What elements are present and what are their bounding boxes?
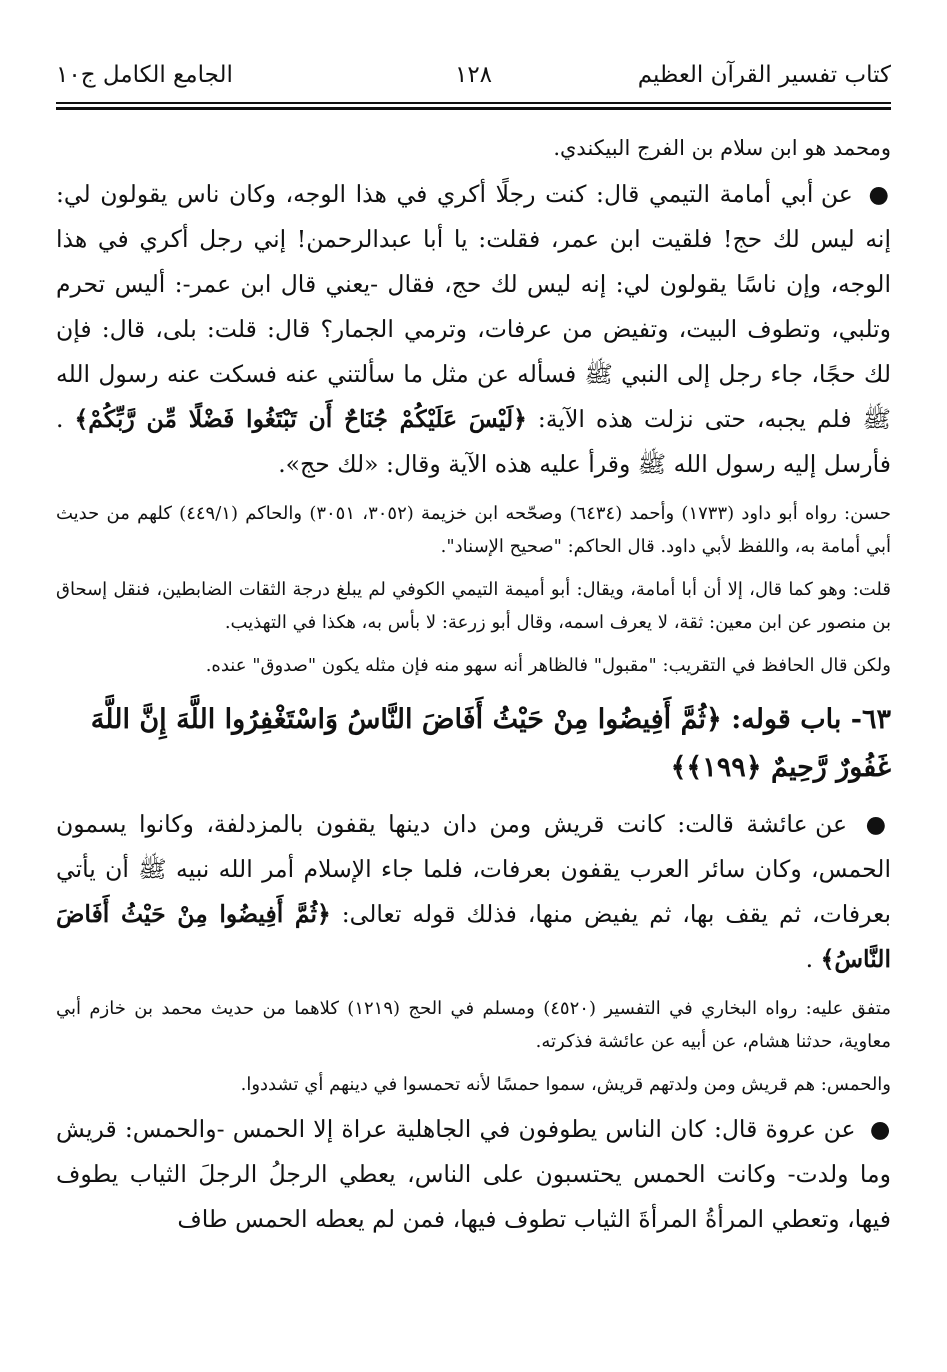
quran-verse: ﴿ثُمَّ أَفِيضُوا مِنْ حَيْثُ أَفَاضَ النَّاسُ﴾ — [56, 899, 891, 973]
book-title: كتاب تفسير القرآن العظيم — [637, 62, 891, 88]
commentary-note: ولكن قال الحافظ في التقريب: "مقبول" فالظاهر أنه سهو منه فإن مثله يكون "صدوق" عنده. — [205, 654, 891, 676]
paragraph-aisha — [56, 802, 891, 982]
chapter-label: ٦٣- باب قوله: — [731, 703, 891, 735]
bullet-icon: ● — [868, 179, 891, 208]
header-rule-thick — [56, 107, 891, 110]
commentary-note: والحمس: هم قريش ومن ولدتهم قريش، سموا حمسًا لأنه تحمسوا في دينهم أي تشددوا. — [240, 1073, 891, 1095]
paragraph-text: عن عائشة قالت: كانت قريش ومن دان دينها يقفون بالمزدلفة، وكانوا يسمون الحمس، وكان سائر العرب يقفون بعرفات، فلما جاء الإسلام أمر الله نبيه ﷺ أن يأتي بعرفات، ثم يقف بها، ثم يفيض منها، فذلك قوله تعالى: — [56, 809, 891, 928]
paragraph-text: عن أبي أمامة التيمي قال: كنت رجلًا أكري في هذا الوجه، وكان ناس يقولون لي: إنه ليس لك حج! فلقيت ابن عمر، فقلت: يا أبا عبدالرحمن! إني رجل أكري في هذا الوجه، وإن ناسًا يقولون لي: إنه ليس لك حج، فقال -يعني قال ابن عمر-: أليس تحرم وتلبي، وتطوف البيت، وتفيض من عرفات، وترمي الجمار؟ قال: قلت: بلى، قال: فإن لك حجًا، جاء رجل إلى النبي ﷺ فسأله عن مثل ما سألتني عنه فسكت عنه رسول الله ﷺ فلم يجبه، حتى نزلت هذه الآية: — [56, 179, 891, 433]
volume-label: الجامع الكامل ج١٠ — [56, 62, 233, 88]
intro-line: ومحمد هو ابن سلام بن الفرج البيكندي. — [553, 135, 891, 160]
paragraph-text: عن عروة قال: كان الناس يطوفون في الجاهلية عراة إلا الحمس -والحمس: قريش وما ولدت- وكانت الحمس يحتسبون على الناس، يعطي الرجلُ الرجلَ الثياب يطوف فيها، وتعطي المرأةُ المرأةَ الثياب تطوف فيها، فمن لم يعطه الحمس طاف — [56, 1114, 891, 1233]
paragraph-text: . فأرسل إليه رسول الله ﷺ وقرأ عليه هذه الآية وقال: «لك حج». — [56, 404, 891, 478]
chapter-heading — [56, 696, 891, 792]
paragraph-urwa — [56, 1107, 891, 1242]
paragraph-abu-umama — [56, 172, 891, 487]
paragraph-end: . — [805, 944, 814, 973]
takhrij-note: حسن: رواه أبو داود (١٧٣٣) وأحمد (٦٤٣٤) وصحّحه ابن خزيمة (٣٠٥٢، ٣٠٥١) والحاكم (٤٤٩/١) كلهم من حديث أبي أمامة به، واللفظ لأبي داود. قال الحاكم: "صحيح الإسناد". — [56, 502, 891, 557]
running-header — [56, 56, 891, 100]
bullet-icon: ● — [865, 809, 891, 838]
page-number: ١٢٨ — [454, 62, 493, 88]
page — [56, 56, 891, 1352]
bullet-icon: ● — [869, 1114, 891, 1143]
quran-verse: ﴿ثُمَّ أَفِيضُوا مِنْ حَيْثُ أَفَاضَ النَّاسُ وَاسْتَغْفِرُوا اللَّهَ إِنَّ اللَّهَ غَفُورٌ رَّحِيمٌ ﴿١٩٩﴾﴾ — [90, 703, 891, 783]
header-rule-thin — [56, 102, 891, 104]
takhrij-note: متفق عليه: رواه البخاري في التفسير (٤٥٢٠) ومسلم في الحج (١٢١٩) كلاهما من حديث محمد بن خازم أبي معاوية، حدثنا هشام، عن أبيه عن عائشة فذكرته. — [56, 997, 891, 1052]
quran-verse: ﴿لَيْسَ عَلَيْكُمْ جُنَاحٌ أَن تَبْتَغُوا فَضْلًا مِّن رَّبِّكُمْ﴾ — [74, 404, 527, 433]
commentary-note: قلت: وهو كما قال، إلا أن أبا أمامة، ويقال: أبو أميمة التيمي الكوفي لم يبلغ درجة الثقات الضابطين، فنقل إسحاق بن منصور عن ابن معين: ثقة، لا يعرف اسمه، وقال أبو زرعة: لا بأس به، هكذا في التهذيب. — [56, 578, 891, 633]
